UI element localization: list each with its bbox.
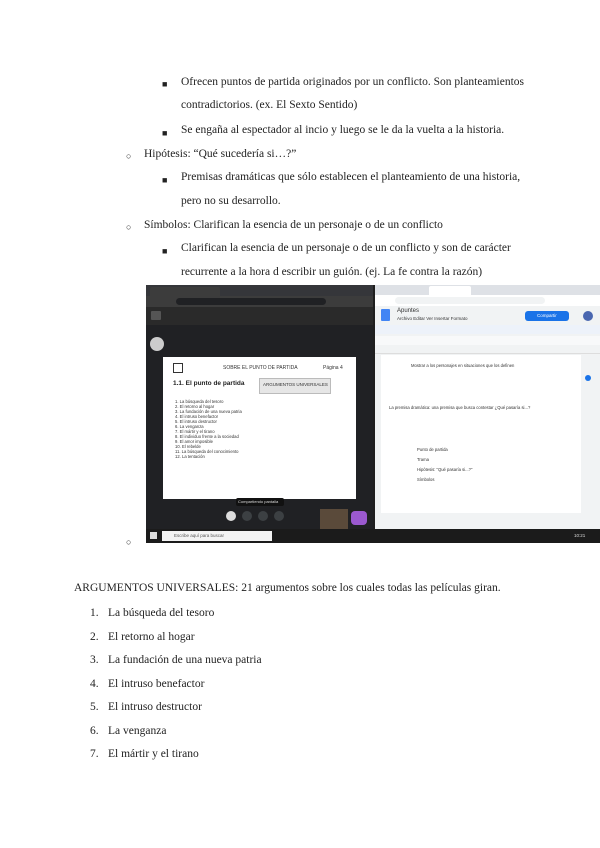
list-item-text: Clarifican la esencia de un personaje o de un conflicto y son de carácter — [181, 242, 511, 254]
address-bar[interactable] — [176, 298, 326, 305]
doc-list-item: 3. La fundación de una nueva patria — [175, 409, 242, 414]
docs-subitem: Símbolos — [417, 477, 435, 482]
circle-bullet: ○ — [126, 151, 132, 161]
doc-list-item: 4. El intruso benefactor — [175, 414, 219, 419]
shared-document-page — [163, 357, 356, 499]
doc-list-item: 8. El individuo frente a la sociedad — [175, 434, 239, 439]
doc-list-item: 2. El retorno al hogar — [175, 404, 215, 409]
docs-bullet: La premisa dramática: una premisa que busca contestar ¿Qué pasaría si...? — [389, 405, 531, 410]
square-bullet: ■ — [162, 79, 168, 89]
docs-tab[interactable] — [429, 286, 471, 295]
circle-bullet: ○ — [126, 222, 132, 232]
square-bullet: ■ — [162, 246, 168, 256]
square-bullet: ■ — [162, 128, 168, 138]
list-item-text: pero no su desarrollo. — [181, 195, 281, 207]
taskbar — [146, 529, 600, 543]
left-browser-window — [146, 285, 373, 543]
doc-list — [175, 399, 242, 459]
doc-list-item: 1. La búsqueda del tesoro — [175, 399, 224, 404]
docs-icon — [381, 309, 390, 321]
circle-bullet: ○ — [126, 537, 132, 547]
section-heading: ARGUMENTOS UNIVERSALES: 21 argumentos sobre los cuales todas las películas giran. — [74, 582, 501, 594]
docs-title[interactable]: Apuntes — [397, 308, 420, 314]
hand-icon[interactable] — [258, 511, 268, 521]
taskbar-clock: 10:21 — [574, 533, 586, 538]
search-placeholder: Escribe aquí para buscar — [174, 533, 225, 538]
video-thumbnail — [320, 509, 348, 529]
hipotesis-heading: Hipótesis: “Qué sucedería si…?” — [144, 148, 297, 160]
reaction-button[interactable] — [351, 511, 367, 525]
avatar[interactable] — [150, 337, 164, 351]
toolbar — [375, 325, 600, 334]
list-item-text: recurrente a la hora d escribir un guión. (ej. La fe contra la razón) — [181, 266, 483, 278]
address-bar[interactable] — [395, 297, 545, 304]
doc-list-item: 7. El mártir y el tirano — [175, 429, 215, 434]
list-item-text: Premisas dramáticas que sólo establecen el planteamiento de una historia, — [181, 171, 521, 183]
docs-subitem: Hipótesis: “Qué pasaría si...?” — [417, 467, 473, 472]
list-item-text: Se engaña al espectador al incio y luego se le da la vuelta a la historia. — [181, 124, 505, 136]
account-avatar[interactable] — [583, 311, 593, 321]
doc-header-box: ARGUMENTOS UNIVERSALES — [263, 382, 328, 387]
list-item-text: contradictorios. (ex. El Sexto Sentido) — [181, 99, 358, 111]
docs-subitem: Punto de partida — [417, 447, 448, 452]
doc-list-item: 6. La venganza — [175, 424, 204, 429]
share-status: Compartiendo pantalla — [238, 499, 279, 504]
doc-list-item: 10. El rebelde — [175, 444, 201, 449]
doc-title: 1.1. El punto de partida — [173, 380, 245, 387]
embedded-screenshot — [146, 285, 600, 543]
docs-menu[interactable]: Archivo Editar Ver Insertar Formato — [397, 316, 468, 321]
doc-list-item: 5. El intruso destructor — [175, 419, 217, 424]
docs-text: Mostrar a los personajes en situaciones que los definen — [411, 363, 515, 368]
list-item-text: Ofrecen puntos de partida originados por un conflicto. Son planteamientos — [181, 76, 524, 88]
doc-top-header: SOBRE EL PUNTO DE PARTIDA — [223, 365, 298, 371]
doc-list-item: 12. La tentación — [175, 454, 205, 459]
doc-list-item: 11. La búsqueda del conocimiento — [175, 449, 239, 454]
present-icon[interactable] — [274, 511, 284, 521]
check-icon[interactable] — [585, 375, 591, 381]
browser-tab[interactable] — [150, 287, 220, 296]
doc-list-item: 9. El amor imposible — [175, 439, 213, 444]
ruler — [375, 347, 600, 354]
docs-subitem: Trama — [417, 457, 429, 462]
right-browser-window — [375, 285, 600, 543]
simbolos-heading: Símbolos: Clarifican la esencia de un personaje o de un conflicto — [144, 219, 443, 231]
square-bullet: ■ — [162, 175, 168, 185]
logo-icon — [173, 363, 183, 373]
camera-icon[interactable] — [242, 511, 252, 521]
share-label: Compartir — [537, 313, 557, 318]
format-toolbar — [375, 336, 600, 345]
docs-page[interactable] — [381, 355, 581, 513]
windows-icon[interactable] — [150, 532, 157, 539]
menu-icon[interactable] — [151, 311, 161, 320]
doc-page-number: Página 4 — [323, 365, 343, 371]
mic-icon[interactable] — [226, 511, 236, 521]
